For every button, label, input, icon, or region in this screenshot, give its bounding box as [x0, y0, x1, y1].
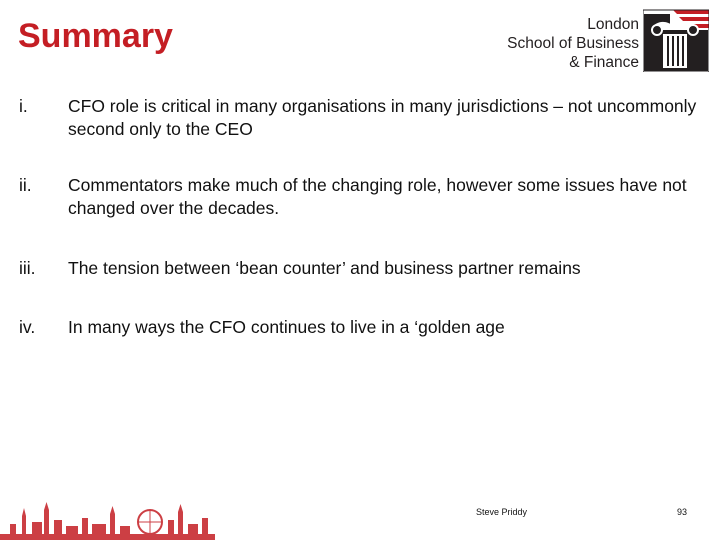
logo-line-1: London — [587, 16, 639, 33]
logo-line-3: & Finance — [569, 54, 639, 71]
item-text: Commentators make much of the changing role, however some issues have not changed over the decades. — [68, 175, 687, 218]
item-number: ii. — [19, 175, 32, 195]
item-number: iii. — [19, 258, 36, 278]
column-emblem-icon — [643, 8, 709, 72]
logo-line-2: School of Business — [507, 35, 639, 52]
london-skyline-icon — [0, 496, 220, 540]
footer-author: Steve Priddy — [476, 507, 528, 517]
page-number: 93 — [677, 507, 688, 517]
logo-text — [507, 15, 639, 72]
item-text: In many ways the CFO continues to live in a ‘golden age — [68, 317, 505, 337]
item-text: The tension between ‘bean counter’ and business partner remains — [68, 258, 581, 278]
lsbf-logo — [507, 6, 713, 72]
item-text: CFO role is critical in many organisations in many jurisdictions – not uncommonly second only to the CEO — [68, 96, 697, 139]
item-number: i. — [19, 96, 28, 116]
slide-title: Summary — [18, 17, 173, 55]
item-number: iv. — [19, 317, 36, 337]
